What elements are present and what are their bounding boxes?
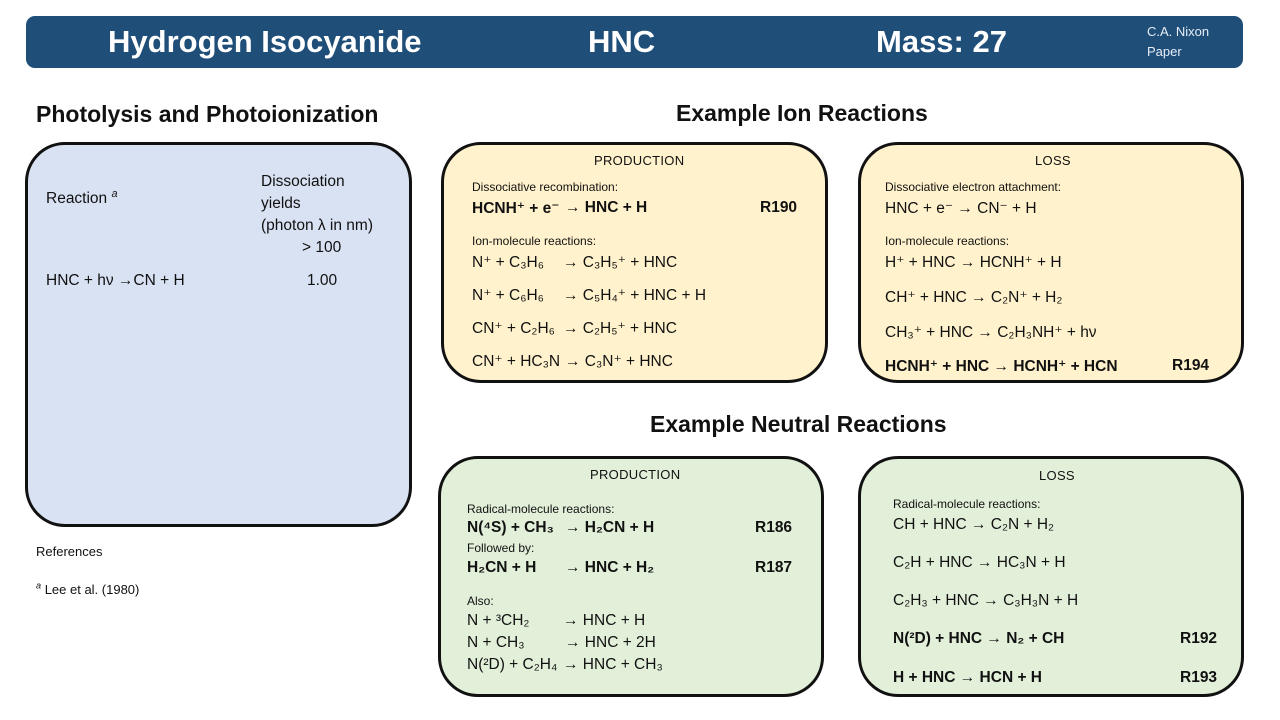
reaction-id: R194 — [1172, 357, 1210, 374]
photolysis-reaction: HNC + hν →CN + H — [46, 272, 185, 289]
neutral-loss-reaction: H + HNC → HCN + H — [893, 669, 1042, 686]
neutral-production-rhs: → HNC + CH₃ — [563, 656, 663, 673]
species-name: Hydrogen Isocyanide — [108, 24, 422, 59]
neutral-production-rhs: → HNC + 2H — [565, 634, 656, 651]
neutral-loss-label: Radical-molecule reactions: — [893, 497, 1041, 511]
reaction-id: R190 — [760, 199, 798, 216]
reaction-id: R193 — [1180, 669, 1218, 686]
author-credit — [1147, 22, 1209, 62]
author-name: C.A. Nixon — [1147, 24, 1210, 39]
ion-loss-label: Dissociative electron attachment: — [885, 180, 1062, 194]
reaction-id: R186 — [755, 519, 793, 536]
ion-loss-reaction: CH₃⁺ + HNC → C₂H₃NH⁺ + hν — [885, 324, 1097, 341]
photolysis-col-yield — [261, 171, 373, 259]
ion-production-label: Ion-molecule reactions: — [472, 234, 597, 248]
ion-loss-reaction: H⁺ + HNC → HCNH⁺ + H — [885, 254, 1062, 271]
yield-header-line: Dissociation — [261, 173, 345, 190]
neutral-production-lhs: N + ³CH₂ — [467, 612, 530, 629]
photolysis-yield: 1.00 — [307, 272, 338, 289]
ion-loss-heading: LOSS — [1035, 153, 1071, 168]
ion-production-lhs: CN⁺ + C₂H₆ — [472, 320, 555, 337]
title-banner — [26, 16, 1243, 68]
neutral-production-rhs: → HNC + H — [563, 612, 646, 629]
ion-production-label: Dissociative recombination: — [472, 180, 619, 194]
neutral-production-rhs: → H₂CN + H — [565, 519, 655, 536]
neutral-production-rhs: → HNC + H₂ — [565, 559, 655, 576]
ion-production-lhs: N⁺ + C₃H₆ — [472, 254, 544, 271]
species-mass: Mass: 27 — [876, 24, 1007, 59]
ion-production-lhs: CN⁺ + HC₃N — [472, 353, 561, 370]
author-paper: Paper — [1147, 44, 1182, 59]
ion-production-heading: PRODUCTION — [594, 153, 685, 168]
neutral-loss-reaction: CH + HNC → C₂N + H₂ — [893, 516, 1055, 533]
reference-text: Lee et al. (1980) — [44, 582, 140, 597]
reference-item — [36, 582, 139, 597]
ion-production-rhs: → C₂H₅⁺ + HNC — [563, 320, 677, 337]
neutral-production-label: Followed by: — [467, 541, 535, 555]
ion-reactions-title: Example Ion Reactions — [676, 100, 928, 126]
neutral-production-lhs: H₂CN + H — [467, 559, 537, 576]
references-title: References — [36, 544, 103, 559]
ion-production-lhs: N⁺ + C₆H₆ — [472, 287, 544, 304]
neutral-production-label: Also: — [467, 594, 494, 608]
neutral-production-lhs: N(²D) + C₂H₄ — [467, 656, 558, 673]
photolysis-col-reaction — [46, 187, 118, 208]
neutral-reactions-title: Example Neutral Reactions — [650, 411, 947, 437]
photolysis-col-reaction-note: a — [111, 187, 118, 200]
neutral-production-heading: PRODUCTION — [590, 467, 681, 482]
neutral-production-lhs: N + CH₃ — [467, 634, 525, 651]
neutral-loss-reaction: N(²D) + HNC → N₂ + CH — [893, 630, 1065, 647]
ion-production-rhs: → C₃N⁺ + HNC — [565, 353, 673, 370]
neutral-loss-panel — [858, 456, 1244, 697]
species-formula: HNC — [588, 24, 656, 59]
ion-production-rhs: → C₅H₄⁺ + HNC + H — [563, 287, 707, 304]
reaction-id: R187 — [755, 559, 793, 576]
reaction-id: R192 — [1180, 630, 1218, 647]
reference-mark: a — [36, 580, 42, 591]
ion-loss-reaction: HNC + e⁻ → CN⁻ + H — [885, 200, 1037, 217]
neutral-production-label: Radical-molecule reactions: — [467, 502, 615, 516]
ion-production-rhs: → C₃H₅⁺ + HNC — [563, 254, 678, 271]
neutral-production-lhs: N(⁴S) + CH₃ — [467, 519, 554, 536]
photolysis-title: Photolysis and Photoionization — [36, 101, 379, 127]
ion-production-rhs: → HNC + H — [565, 199, 648, 216]
yield-header-line: yields — [261, 195, 301, 212]
neutral-loss-reaction: C₂H₃ + HNC → C₃H₃N + H — [893, 592, 1079, 609]
yield-header-line: > 100 — [302, 239, 342, 256]
neutral-loss-reaction: C₂H + HNC → HC₃N + H — [893, 554, 1066, 571]
ion-loss-label: Ion-molecule reactions: — [885, 234, 1010, 248]
ion-production-lhs: HCNH⁺ + e⁻ — [472, 200, 560, 217]
neutral-loss-heading: LOSS — [1039, 468, 1075, 483]
ion-loss-reaction: HCNH⁺ + HNC → HCNH⁺ + HCN — [885, 358, 1118, 375]
ion-loss-reaction: CH⁺ + HNC → C₂N⁺ + H₂ — [885, 289, 1063, 306]
yield-header-line: (photon λ in nm) — [261, 217, 373, 234]
photolysis-col-reaction-label: Reaction — [46, 190, 108, 207]
